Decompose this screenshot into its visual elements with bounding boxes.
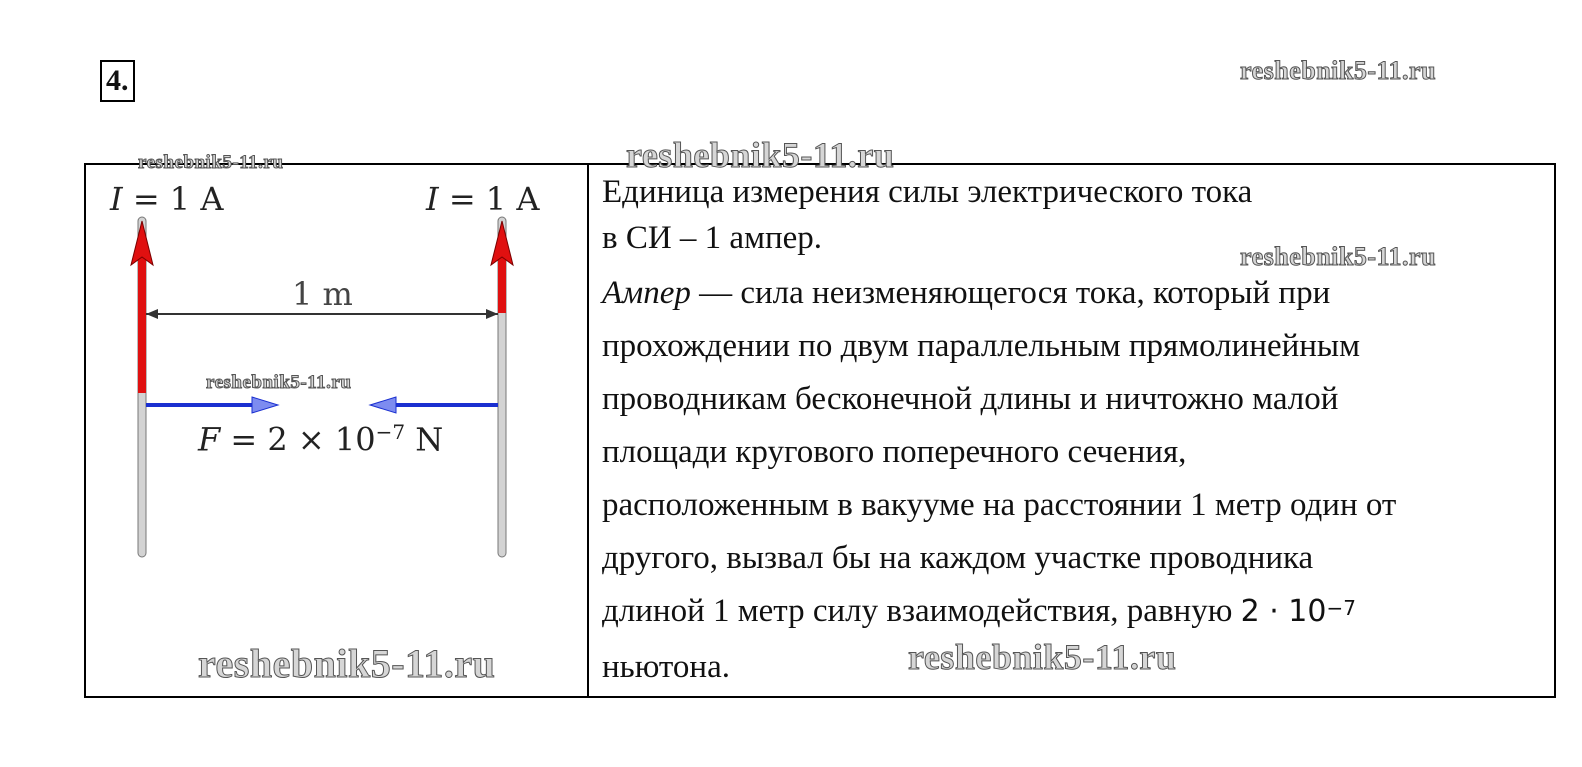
distance-arrow-right [486,309,498,319]
task-number-suffix: . [121,64,129,97]
text-line: расположенным в вакууме на расстоянии 1 метр один от [602,487,1397,523]
text-line: проводникам бесконечной длины и ничтожно малой [602,381,1339,417]
distance-arrow-left [146,309,158,319]
left-current-bar [138,255,146,393]
force-formula: $2 \cdot 10^{-7}$ [1240,594,1356,629]
term-ampere: Ампер [602,275,691,311]
column-divider [587,165,589,696]
text-line: ньютона. [602,649,730,685]
definition-line: Ампер — сила неизменяющегося тока, который при [602,275,1331,311]
watermark: reshebnik5-11.ru [908,637,1177,677]
watermark: reshebnik5-11.ru [206,372,352,393]
diagram-cell [86,165,587,696]
task-number [100,60,135,102]
watermark: reshebnik5-11.ru [198,641,496,686]
force-label: $F = 2 \times 10^{-7}$ N [198,420,444,459]
distance-label: 1 m [292,275,353,313]
text-line: в СИ – 1 ампер. [602,220,823,256]
text-line: площади кругового поперечного сечения, [602,434,1187,470]
left-force-arrowhead [252,397,278,413]
right-current-label: I = 1 A [426,180,540,218]
watermark: reshebnik5-11.ru [1240,56,1437,85]
text-line: прохождении по двум параллельным прямолинейным [602,328,1360,364]
right-force-arrowhead [370,397,396,413]
watermark: reshebnik5-11.ru [626,135,895,175]
left-current-label: I = 1 A [110,180,224,218]
watermark: reshebnik5-11.ru [138,152,284,173]
text-line: другого, вызвал бы на каждом участке проводника [602,540,1314,576]
text-line: Единица измерения силы электрического тока [602,174,1253,210]
watermark: reshebnik5-11.ru [1240,242,1437,271]
formula-line: длиной 1 метр силу взаимодействия, равную $2 \cdot 10^{-7}$ [602,593,1356,629]
task-number-value: 4 [106,64,121,97]
right-current-bar [498,255,506,313]
